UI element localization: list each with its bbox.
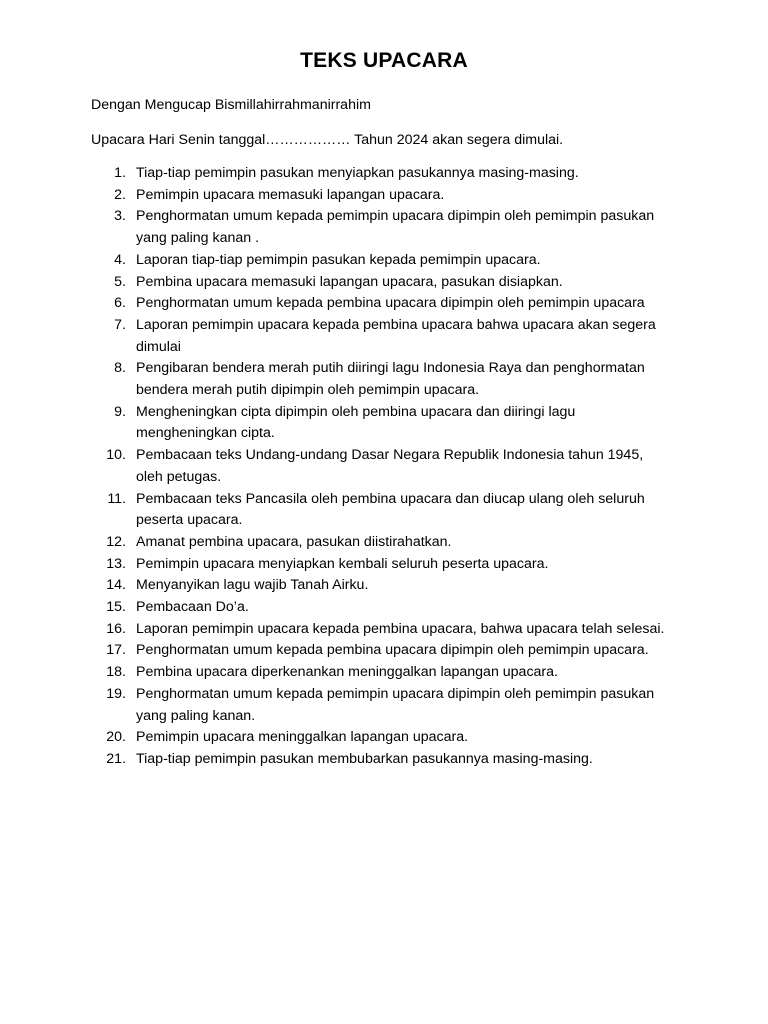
list-item [91, 575, 671, 597]
list-item-number: 17. [106, 642, 126, 659]
list-item-number: 5. [114, 273, 126, 290]
list-item-text: Pengibaran bendera merah putih diiringi lagu Indonesia Raya dan penghormatan bendera merah putih dipimpin oleh pemimpin upacara. [136, 360, 645, 399]
list-item-number: 10. [106, 447, 126, 464]
list-item-number: 18. [106, 664, 126, 681]
list-item [91, 206, 671, 249]
list-item-text: Laporan pemimpin upacara kepada pembina upacara bahwa upacara akan segera dimulai [136, 316, 656, 355]
list-item [91, 272, 671, 294]
list-item-text: Pemimpin upacara meninggalkan lapangan upacara. [136, 729, 469, 746]
list-item-number: 4. [114, 251, 126, 268]
list-item-number: 1. [114, 165, 126, 181]
list-item [91, 727, 671, 749]
list-item-number: 8. [114, 360, 126, 377]
list-item [91, 445, 671, 488]
list-item-number: 20. [106, 729, 126, 746]
list-item-number: 21. [106, 750, 126, 767]
list-item [91, 293, 671, 315]
list-item-text: Laporan pemimpin upacara kepada pembina upacara, bahwa upacara telah selesai. [136, 620, 665, 637]
list-item [91, 489, 671, 532]
list-item-number: 19. [106, 685, 126, 702]
list-item [91, 250, 671, 272]
list-item [91, 402, 671, 445]
list-item [91, 185, 671, 207]
ceremony-steps-list [91, 163, 671, 771]
list-item [91, 662, 671, 684]
list-item [91, 597, 671, 619]
list-item-text: Laporan tiap-tiap pemimpin pasukan kepada pemimpin upacara. [136, 251, 541, 268]
list-item-text: Amanat pembina upacara, pasukan diistirahatkan. [136, 533, 452, 550]
list-item-number: 12. [106, 533, 126, 550]
list-item [91, 684, 671, 727]
list-item-text: Penghormatan umum kepada pembina upacara dipimpin oleh pemimpin upacara [136, 295, 645, 312]
list-item [91, 163, 671, 185]
list-item-number: 14. [106, 577, 126, 594]
list-item-text: Penghormatan umum kepada pemimpin upacara dipimpin oleh pemimpin pasukan yang paling kanan. [136, 685, 655, 724]
list-item [91, 554, 671, 576]
list-item-number: 16. [106, 620, 126, 637]
list-item-number: 9. [114, 403, 126, 420]
list-item-number: 15. [106, 599, 126, 616]
list-item-text: Menyanyikan lagu wajib Tanah Airku. [136, 577, 369, 594]
list-item-text: Tiap-tiap pemimpin pasukan menyiapkan pasukannya masing-masing. [136, 165, 579, 181]
list-item [91, 358, 671, 401]
list-item-text: Pembina upacara memasuki lapangan upacara, pasukan disiapkan. [136, 273, 563, 290]
list-item-text: Pembina upacara diperkenankan meninggalkan lapangan upacara. [136, 664, 558, 681]
list-item-text: Pemimpin upacara memasuki lapangan upacara. [136, 186, 445, 203]
list-item-text: Pembacaan Do’a. [136, 599, 249, 616]
list-item-text: Pembacaan teks Undang-undang Dasar Negara Republik Indonesia tahun 1945, oleh petugas. [136, 447, 644, 485]
list-item [91, 532, 671, 554]
list-item-number: 13. [106, 555, 126, 572]
list-item [91, 315, 671, 358]
list-item-text: Penghormatan umum kepada pembina upacara dipimpin oleh pemimpin upacara. [136, 642, 649, 659]
list-item [91, 640, 671, 662]
list-item-text: Mengheningkan cipta dipimpin oleh pembina upacara dan diiringi lagu mengheningkan cipta. [136, 403, 576, 442]
list-item-number: 7. [114, 316, 126, 333]
list-item-text: Pemimpin upacara menyiapkan kembali seluruh peserta upacara. [136, 555, 549, 572]
list-item-text: Pembacaan teks Pancasila oleh pembina upacara dan diucap ulang oleh seluruh peserta upacara. [136, 490, 645, 529]
list-item-text: Tiap-tiap pemimpin pasukan membubarkan pasukannya masing-masing. [136, 750, 593, 767]
list-item-text: Penghormatan umum kepada pemimpin upacara dipimpin oleh pemimpin pasukan yang paling kanan . [136, 208, 655, 247]
announcement-line: Upacara Hari Senin tanggal……………… Tahun 2024 akan segera dimulai. [91, 132, 564, 148]
list-item-number: 6. [114, 295, 126, 312]
page-title: TEKS UPACARA [300, 49, 468, 72]
list-item [91, 619, 671, 641]
list-item [91, 749, 671, 771]
opening-line: Dengan Mengucap Bismillahirrahmanirrahim [91, 97, 371, 113]
list-item-number: 11. [107, 490, 126, 507]
list-item-number: 3. [114, 208, 126, 225]
list-item-number: 2. [114, 186, 126, 203]
